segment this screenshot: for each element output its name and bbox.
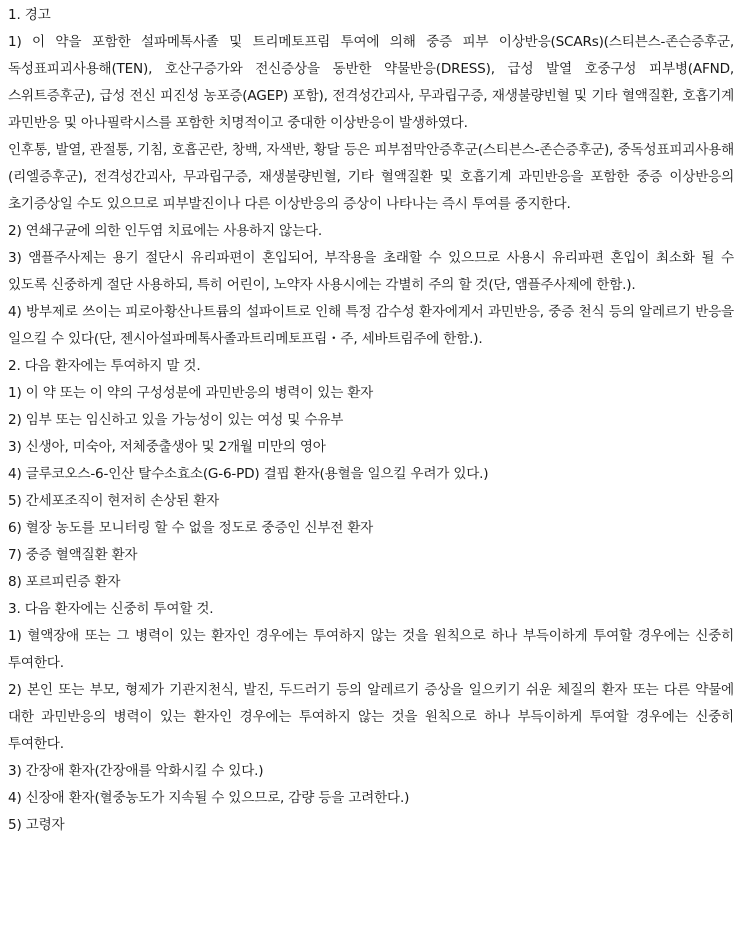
caution-item-4: 4) 신장애 환자(혈중농도가 지속될 수 있으므로, 감량 등을 고려한다.) <box>8 790 410 806</box>
warning-item-3: 3) 앰플주사제는 용기 절단시 유리파편이 혼입되어, 부작용을 초래할 수 있으므로 사용시 유리파편 혼입이 최소화 될 수 있도록 신중하게 절단 사용하되, 특히 어린이, 노약자 사용시에는 각별히 주의 할 것(단, 앰플주사제에 한함.). <box>8 250 734 293</box>
contraindication-item-7: 7) 중증 혈액질환 환자 <box>8 547 138 563</box>
caution-item-5: 5) 고령자 <box>8 817 65 833</box>
section-heading-contraindications: 2. 다음 환자에는 투여하지 말 것. <box>8 358 201 374</box>
contraindication-item-4: 4) 글루코오스-6-인산 탈수소효소(G-6-PD) 결핍 환자(용혈을 일으킬 우려가 있다.) <box>8 466 489 482</box>
caution-item-1: 1) 혈액장애 또는 그 병력이 있는 환자인 경우에는 투여하지 않는 것을 원칙으로 하나 부득이하게 투여할 경우에는 신중히 투여한다. <box>8 628 734 671</box>
warning-item-1: 1) 이 약을 포함한 설파메톡사졸 및 트리메토프림 투여에 의해 중증 피부 이상반응(SCARs)(스티븐스-존슨증후군, 독성표피괴사용해(TEN), 호산구증가와 전신증상을 동반한 약물반응(DRESS), 급성 발열 호중구성 피부병(AFND, 스위트증후군), 급성 전신 피진성 농포증(AGEP) 포함), 전격성간괴사, 무과립구증, 재생불량빈혈 및 기타 혈액질환, 호흡기계 과민반응 및 아나필락시스를 포함한 치명적이고 중대한 이상반응이 발생하였다. <box>8 34 734 131</box>
contraindication-item-8: 8) 포르피린증 환자 <box>8 574 121 590</box>
contraindication-item-1: 1) 이 약 또는 이 약의 구성성분에 과민반응의 병력이 있는 환자 <box>8 385 374 401</box>
caution-item-2: 2) 본인 또는 부모, 형제가 기관지천식, 발진, 두드러기 등의 알레르기 증상을 일으키기 쉬운 체질의 환자 또는 다른 약물에 대한 과민반응의 병력이 있는 환자인 경우에는 투여하지 않는 것을 원칙으로 하나 부득이하게 투여할 경우에는 신중히 투여한다. <box>8 682 734 752</box>
warning-item-1-continued: 인후통, 발열, 관절통, 기침, 호흡곤란, 창백, 자색반, 황달 등은 피부점막안증후군(스티븐스-존슨증후군), 중독성표피괴사용해(리엘증후군), 전격성간괴사, 무과립구증, 재생불량빈혈, 기타 혈액질환 및 호흡기계 과민반응을 포함한 중증 이상반응의 초기증상일 수도 있으므로 피부발진이나 다른 이상반응의 증상이 나타나는 즉시 투여를 중지한다. <box>8 142 734 212</box>
caution-item-3: 3) 간장애 환자(간장애를 악화시킬 수 있다.) <box>8 763 264 779</box>
contraindication-item-5: 5) 간세포조직이 현저히 손상된 환자 <box>8 493 220 509</box>
warning-item-2: 2) 연쇄구균에 의한 인두염 치료에는 사용하지 않는다. <box>8 223 322 239</box>
section-heading-caution: 3. 다음 환자에는 신중히 투여할 것. <box>8 601 214 617</box>
contraindication-item-3: 3) 신생아, 미숙아, 저체중출생아 및 2개월 미만의 영아 <box>8 439 326 455</box>
warning-item-4: 4) 방부제로 쓰이는 피로아황산나트륨의 설파이트로 인해 특정 감수성 환자에게서 과민반응, 중증 천식 등의 알레르기 반응을 일으킬 수 있다(단, 젠시아설파메톡사졸과트리메토프림・주, 세바트림주에 한함.). <box>8 304 734 347</box>
contraindication-item-6: 6) 혈장 농도를 모니터링 할 수 없을 정도로 중증인 신부전 환자 <box>8 520 374 536</box>
contraindication-item-2: 2) 임부 또는 임신하고 있을 가능성이 있는 여성 및 수유부 <box>8 412 344 428</box>
section-heading-warning: 1. 경고 <box>8 7 51 23</box>
